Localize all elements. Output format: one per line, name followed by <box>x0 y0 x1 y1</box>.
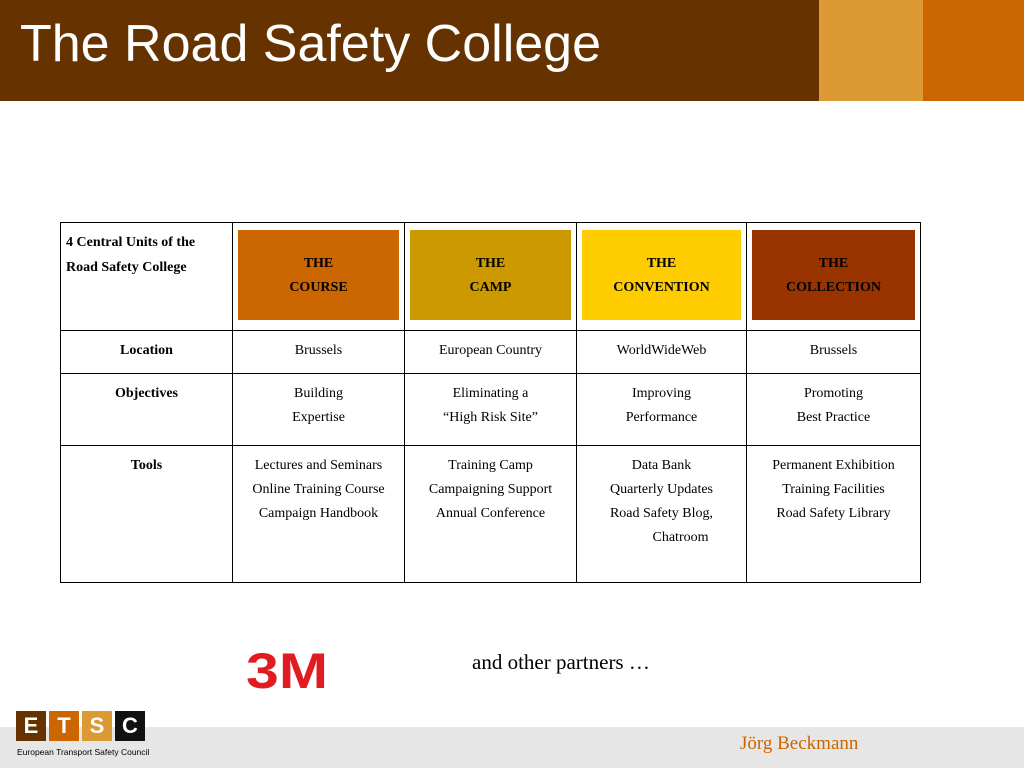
table-cell <box>577 446 747 583</box>
page-title: The Road Safety College <box>20 15 602 73</box>
row-label-location: Location <box>61 331 233 374</box>
table-row-location <box>61 331 921 374</box>
etsc-logo <box>16 711 166 761</box>
table-cell <box>747 331 921 374</box>
cell-line: Brussels <box>809 343 858 358</box>
table-cell <box>405 374 577 446</box>
cell-line: Online Training Course <box>252 482 385 497</box>
cell-line: Annual Conference <box>435 506 546 521</box>
etsc-subtitle: European Transport Safety Council <box>17 747 150 757</box>
cell-line: Training Camp <box>448 458 533 473</box>
cell-line: Permanent Exhibition <box>772 458 895 473</box>
table-cell <box>233 446 405 583</box>
etsc-letter-t: T <box>49 711 79 741</box>
table-cell <box>233 331 405 374</box>
table-cell <box>577 374 747 446</box>
corner-label-line: Road Safety College <box>66 260 187 275</box>
unit-label: COURSE <box>289 280 348 295</box>
table-row-tools <box>61 446 921 583</box>
unit-header-camp <box>405 223 577 331</box>
row-label-tools: Tools <box>61 446 233 583</box>
cell-line: Training Facilities <box>782 482 885 497</box>
cell-line: Lectures and Seminars <box>254 458 383 473</box>
row-label-objectives: Objectives <box>61 374 233 446</box>
unit-header-course <box>233 223 405 331</box>
unit-label: THE <box>818 256 849 271</box>
cell-line: Brussels <box>294 343 343 358</box>
cell-line: Campaigning Support <box>428 482 553 497</box>
author-name: Jörg Beckmann <box>740 733 859 754</box>
unit-label: THE <box>646 256 677 271</box>
3m-logo-text: 3M <box>246 648 328 692</box>
central-units-table <box>60 222 921 583</box>
table-cell <box>233 374 405 446</box>
table-row-objectives <box>61 374 921 446</box>
partners-text: and other partners … <box>472 650 650 674</box>
accent-block-light <box>819 0 923 101</box>
cell-line: Improving <box>631 386 692 401</box>
unit-label: CONVENTION <box>613 280 710 295</box>
table-cell <box>405 331 577 374</box>
table-cell <box>747 446 921 583</box>
title-bar <box>0 0 819 101</box>
accent-block-dark <box>923 0 1024 101</box>
cell-line: WorldWideWeb <box>616 343 707 358</box>
cell-line: Campaign Handbook <box>258 506 379 521</box>
unit-box-camp <box>410 230 571 320</box>
unit-label: THE <box>303 256 334 271</box>
unit-header-collection <box>747 223 921 331</box>
etsc-letter-row <box>16 711 166 741</box>
cell-line: Performance <box>625 410 698 425</box>
unit-label: COLLECTION <box>786 280 881 295</box>
etsc-letter-e: E <box>16 711 46 741</box>
etsc-letter-c: C <box>115 711 145 741</box>
table-cell <box>405 446 577 583</box>
cell-line: “High Risk Site” <box>443 410 538 425</box>
unit-box-course <box>238 230 399 320</box>
cell-line: Road Safety Blog, <box>609 506 714 521</box>
corner-label-line: 4 Central Units of the <box>66 235 196 250</box>
cell-line: European Country <box>438 343 543 358</box>
unit-box-collection <box>752 230 915 320</box>
table-header-row <box>61 223 921 331</box>
cell-line: Best Practice <box>796 410 871 425</box>
etsc-letter-s: S <box>82 711 112 741</box>
table-cell <box>747 374 921 446</box>
cell-line: Building <box>293 386 343 401</box>
table-cell <box>577 331 747 374</box>
unit-header-convention <box>577 223 747 331</box>
3m-logo <box>246 648 330 697</box>
unit-label: THE <box>475 256 506 271</box>
unit-box-convention <box>582 230 741 320</box>
cell-line: Data Bank <box>631 458 692 473</box>
cell-line: Chatroom <box>652 530 709 545</box>
table-corner-cell <box>61 223 233 331</box>
cell-line: Eliminating a <box>452 386 529 401</box>
cell-line: Promoting <box>803 386 864 401</box>
cell-line: Quarterly Updates <box>609 482 714 497</box>
unit-label: CAMP <box>469 280 512 295</box>
cell-line: Road Safety Library <box>776 506 891 521</box>
cell-line: Expertise <box>292 410 345 425</box>
